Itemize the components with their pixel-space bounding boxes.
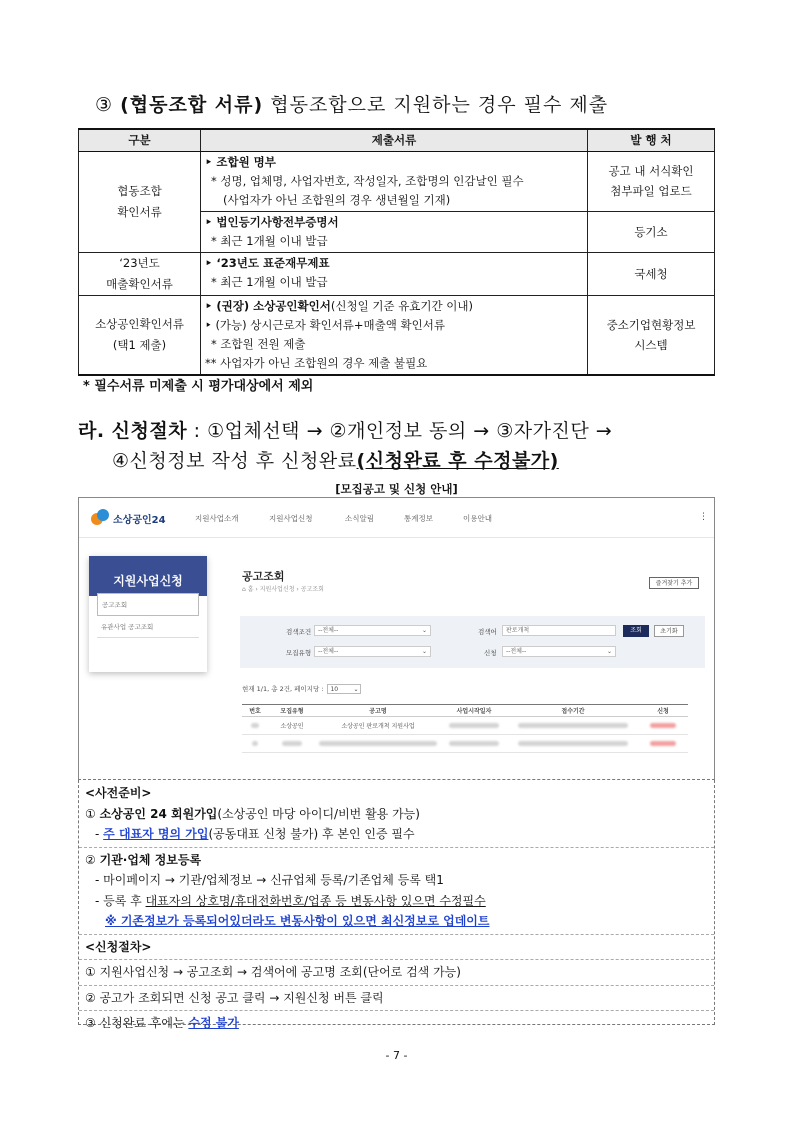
prep-step2-num: ② [85, 852, 96, 867]
keyword-label: 검색어 [478, 628, 497, 636]
sales-category-cell [79, 252, 201, 295]
sales-doc-cell [201, 252, 588, 295]
divider [79, 847, 714, 848]
search-button[interactable]: 조회 [623, 625, 649, 637]
search-condition-select[interactable] [314, 625, 431, 636]
row1-notice-link[interactable]: 소상공인 판로개척 지원사업 [316, 717, 440, 735]
prep-step1-dash: - [95, 827, 100, 841]
chevron-down-icon: ⌄ [421, 627, 427, 634]
table-row[interactable] [242, 735, 688, 753]
result-count-text: 현재 1/1, 총 2건, 페이지당 : [242, 685, 324, 693]
divider [79, 959, 714, 960]
section-ra-line2 [112, 446, 559, 473]
header-documents: 제출서류 [201, 129, 588, 151]
col-period: 접수기간 [508, 705, 638, 717]
search-condition-label: 검색조건 [286, 628, 312, 636]
blurred-cell [518, 723, 628, 728]
smallbiz-issuer-cell [588, 295, 715, 375]
procedure-step2: ② 공고가 조회되면 신청 공고 클릭 → 지원신청 버튼 클릭 [85, 990, 384, 1005]
coop-category-line2: 확인서류 [117, 204, 162, 219]
nav-item-intro[interactable]: 지원사업소개 [195, 514, 239, 523]
coop-category-cell [79, 151, 201, 252]
smallbiz-category-line1: 소상공인확인서류 [95, 316, 184, 331]
nav-item-guide[interactable]: 이용안내 [463, 514, 492, 523]
search-condition-value: --전체-- [318, 627, 339, 634]
prep-step1-sub [85, 824, 708, 845]
sales-category-line1: ‘23년도 [119, 255, 160, 270]
table-header-row [79, 129, 715, 151]
sidebar-title: 지원사업신청 [89, 556, 207, 596]
site-logo-text[interactable]: 소상공인24 [113, 515, 166, 526]
page-number: - 7 - [385, 1049, 408, 1062]
procedure-title: <신청절차> [85, 939, 152, 954]
coop-doc1-issuer-line2: 첨부파일 업로드 [610, 184, 692, 198]
prep-step2-bold: 기관·업체 정보등록 [99, 852, 202, 867]
prep-step2-sub2 [85, 891, 708, 912]
sales-doc-title: ‣ ‘23년도 표준재무제표 [205, 255, 330, 270]
smallbiz-issuer-line1: 중소기업현황정보 [606, 317, 696, 332]
table-row[interactable] [242, 717, 688, 735]
sales-issuer-cell: 국세청 [588, 252, 715, 295]
smallbiz-line1-bold: ‣ (권장) 소상공인확인서 [205, 298, 331, 313]
procedure-step3 [85, 1013, 708, 1034]
recruit-type-select[interactable] [314, 646, 431, 657]
coop-doc1-issuer-line1: 공고 내 서식확인 [608, 164, 694, 178]
procedure-step3-text: ③ 신청완료 후에는 [85, 1016, 189, 1030]
recruit-type-value: --전체-- [318, 648, 339, 655]
site-nav-bar [79, 498, 714, 538]
prep-step1-num: ① [85, 806, 96, 821]
smallbiz-line1 [205, 297, 583, 316]
blurred-cell [282, 741, 302, 746]
breadcrumb: ⌂ 홈 › 지원사업신청 › 공고조회 [242, 586, 324, 593]
section-ra-steps: : ①업체선택 → ②개인정보 동의 → ③자가진단 → [187, 420, 613, 442]
no-edit-link[interactable]: 수정 불가 [188, 1016, 239, 1030]
required-documents-table [78, 128, 715, 376]
section-3-number: ③ [95, 94, 114, 116]
coop-doc2-note: * 최근 1개월 이내 발급 [211, 233, 328, 248]
prep-title: <사전준비> [85, 786, 152, 800]
blurred-apply-badge [650, 723, 676, 728]
add-favorite-button[interactable]: 즐겨찾기 추가 [649, 577, 699, 589]
header-issuer: 발 행 처 [588, 129, 715, 151]
result-count [242, 684, 361, 694]
apply-status-select[interactable] [502, 646, 616, 657]
prep-step1-bold: 소상공인 24 회원가입 [99, 806, 218, 821]
update-info-link[interactable]: ※ 기존정보가 등록되어있더라도 변동사항이 있으면 최신정보로 업데이트 [105, 914, 490, 928]
table-row [79, 295, 715, 375]
divider [79, 985, 714, 986]
smallbiz-category-cell [79, 295, 201, 375]
chevron-down-icon: ⌄ [353, 686, 359, 693]
reset-button[interactable]: 초기화 [654, 625, 684, 637]
figure-caption: [모집공고 및 신청 안내] [335, 482, 458, 496]
nav-item-stats[interactable]: 통계정보 [404, 514, 433, 523]
blurred-cell [252, 741, 258, 746]
divider [79, 1010, 714, 1011]
blurred-cell [251, 723, 259, 728]
keyword-input[interactable]: 판로개척 [502, 625, 616, 636]
chevron-down-icon: ⌄ [421, 648, 427, 655]
col-start-date: 사업시작일자 [440, 705, 508, 717]
apply-status-value: --전체-- [506, 648, 527, 655]
smallbiz-line1-rest: (신청일 기준 유효기간 이내) [330, 298, 473, 313]
smallbiz-line2: ‣ (가능) 상시근로자 확인서류+매출액 확인서류 [205, 317, 445, 332]
smallbiz-line3: * 조합원 전원 제출 [211, 336, 306, 351]
section-3-heading [95, 90, 608, 117]
section-ra-label: 라. 신청절차 [78, 420, 188, 442]
coop-doc1-note2: (사업자가 아닌 조합원의 경우 생년월일 기재) [223, 192, 451, 207]
blurred-apply-badge [650, 741, 676, 746]
sales-doc-note: * 최근 1개월 이내 발급 [211, 274, 328, 289]
prep-step1 [85, 804, 708, 825]
per-page-value: 10 [330, 686, 339, 693]
results-header-row [242, 705, 688, 717]
coop-category-line1: 협동조합 [117, 183, 162, 198]
section-ra-emphasis: (신청완료 후 수정불가) [356, 450, 559, 472]
application-guide-box [78, 780, 715, 1030]
prep-step1-rest: (소상공인 마당 아이디/비번 활용 가능) [217, 806, 420, 821]
nav-item-news[interactable]: 소식알림 [345, 514, 374, 523]
coop-doc1-issuer-cell [588, 151, 715, 211]
coop-doc1-note1: * 성명, 업체명, 사업자번호, 작성일자, 조합명의 인감날인 필수 [211, 173, 524, 188]
smallbiz-issuer-line2: 시스템 [634, 337, 668, 352]
sales-category-line2: 매출확인서류 [106, 276, 173, 291]
coop-doc1-cell [201, 151, 588, 211]
table-row [79, 151, 715, 211]
sidebar [89, 556, 207, 672]
section-ra-line1 [78, 416, 612, 443]
search-panel [240, 616, 705, 668]
prep-step2-sub2-prefix: - 등록 후 [95, 893, 146, 908]
page-title: 공고조회 [242, 570, 285, 583]
col-number: 번호 [242, 705, 268, 717]
coop-doc2-cell [201, 211, 588, 252]
col-recruit-type: 모집유형 [268, 705, 316, 717]
prep-step2 [85, 850, 708, 871]
recruit-type-label: 모집유형 [286, 649, 312, 657]
coop-doc1-title: ‣ 조합원 명부 [205, 154, 276, 169]
main-representative-signup-link[interactable]: 주 대표자 명의 가입 [103, 827, 209, 841]
section-3-description: 협동조합으로 지원하는 경우 필수 제출 [270, 94, 609, 116]
section-3-bold-title: (협동조합 서류) [120, 94, 264, 116]
smallbiz-category-line2: (택1 제출) [112, 337, 167, 352]
coop-doc2-issuer-cell: 등기소 [588, 211, 715, 252]
logo-icon [91, 509, 111, 529]
per-page-select[interactable] [327, 684, 361, 694]
divider [79, 934, 714, 935]
col-apply: 신청 [638, 705, 688, 717]
prep-step2-sub2-underlined: 대표자의 상호명/휴대전화번호/업종 등 변동사항 있으면 수정필수 [145, 893, 486, 908]
blurred-cell [319, 741, 437, 746]
prep-step1-sub-rest: (공동대표 신청 불가) 후 본인 인증 필수 [208, 827, 415, 841]
blurred-cell [449, 723, 499, 728]
apply-status-label: 신청 [484, 649, 497, 657]
menu-icon[interactable]: ⋮ [699, 512, 708, 522]
section-ra-step4: ④신청정보 작성 후 신청완료 [112, 450, 357, 472]
chevron-down-icon: ⌄ [606, 648, 612, 655]
nav-item-apply[interactable]: 지원사업신청 [269, 514, 313, 523]
notice-results-table [242, 704, 688, 753]
row1-type: 소상공인 [268, 717, 316, 735]
blurred-cell [518, 741, 628, 746]
smallbiz-doc-cell [201, 295, 588, 375]
required-docs-note: * 필수서류 미제출 시 평가대상에서 제외 [83, 379, 314, 394]
sidebar-item-related-notice[interactable]: 유관사업 공고조회 [97, 616, 199, 638]
blurred-cell [449, 741, 499, 746]
prep-step2-sub1: - 마이페이지 → 기관/업체정보 → 신규업체 등록/기존업체 등록 택1 [95, 873, 444, 887]
header-category: 구분 [79, 129, 201, 151]
coop-doc2-title: ‣ 법인등기사항전부증명서 [205, 214, 339, 229]
website-screenshot [78, 497, 715, 780]
smallbiz-line4: ** 사업자가 아닌 조합원의 경우 제출 불필요 [205, 355, 428, 370]
sidebar-item-notice-search[interactable]: 공고조회 [97, 593, 199, 616]
col-notice-name: 공고명 [316, 705, 440, 717]
procedure-step1: ① 지원사업신청 → 공고조회 → 검색어에 공고명 조회(단어로 검색 가능) [85, 965, 461, 979]
table-row [79, 252, 715, 295]
